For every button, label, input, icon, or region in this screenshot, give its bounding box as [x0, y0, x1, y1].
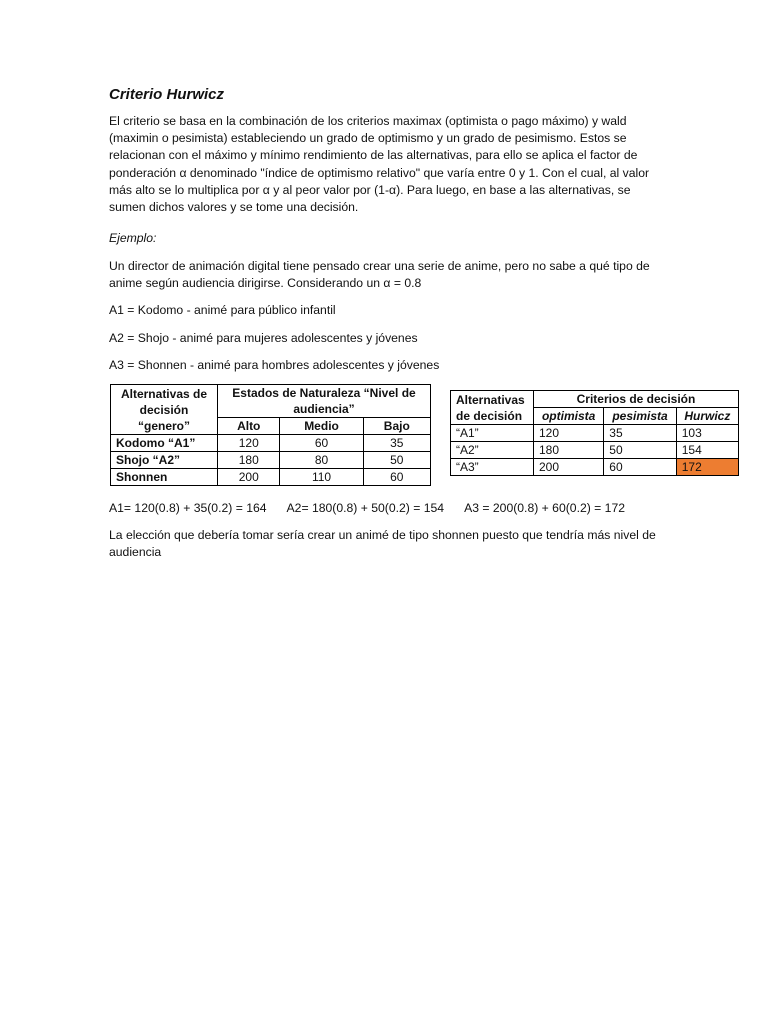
- table1-col-header: Bajo: [363, 418, 430, 435]
- table1-states-header: Estados de Naturaleza “Nivel de audiencia”: [218, 385, 431, 418]
- table2-col-header: Hurwicz: [676, 408, 738, 425]
- table-cell: 154: [676, 442, 738, 459]
- row-label: Shonnen: [111, 469, 218, 486]
- table-cell: 35: [604, 425, 676, 442]
- intro-paragraph: El criterio se basa en la combinación de los criterios maximax (optimista o pago máximo) y wald (maximin o pesimista) estableciendo un grado de optimismo y un grado de pesimismo. Estos se relacionan con el máximo y mínimo rendimiento de las alternativas, para ello se aplica el factor de ponderación α denominado "índice de optimismo relativo" que varía entre 0 y 1. Con el cual, al valor más alto se lo multiplica por α y al peor valor por (1-α). Para luego, en base a las alternativas, se sumen dichos valores y se tome una decisión.: [109, 114, 650, 215]
- alternative-a1: A1 = Kodomo - animé para público infantil: [109, 303, 336, 317]
- table-cell: 180: [218, 452, 280, 469]
- table-cell: 60: [604, 459, 676, 476]
- alternative-a3: A3 = Shonnen - animé para hombres adolescentes y jóvenes: [109, 358, 440, 372]
- row-label: Shojo “A2”: [111, 452, 218, 469]
- criteria-table: [450, 390, 739, 476]
- row-label: “A2”: [451, 442, 534, 459]
- conclusion-paragraph: La elección que debería tomar sería crear un animé de tipo shonnen puesto que tendría más nivel de audiencia: [109, 528, 656, 560]
- table-row: [451, 459, 739, 476]
- table1-alt-header: Alternativas de decisión “genero”: [111, 385, 218, 435]
- table-row: [111, 452, 431, 469]
- equation-a1: A1= 120(0.8) + 35(0.2) = 164: [109, 501, 267, 515]
- table2-col-header: optimista: [534, 408, 604, 425]
- table-cell: 35: [363, 435, 430, 452]
- table1-col-header: Alto: [218, 418, 280, 435]
- table-cell: 120: [218, 435, 280, 452]
- equation-a2: A2= 180(0.8) + 50(0.2) = 154: [286, 501, 445, 515]
- equation-a3: A3 = 200(0.8) + 60(0.2) = 172: [464, 501, 626, 515]
- table-cell: 120: [534, 425, 604, 442]
- table2-criteria-header: Criterios de decisión: [534, 391, 739, 408]
- table1-col-header: Medio: [280, 418, 363, 435]
- table-cell: 80: [280, 452, 363, 469]
- table-cell: 60: [280, 435, 363, 452]
- table-cell: 180: [534, 442, 604, 459]
- table-cell: 50: [363, 452, 430, 469]
- row-label: Kodomo “A1”: [111, 435, 218, 452]
- example-label: Ejemplo:: [109, 231, 157, 245]
- table-cell: 103: [676, 425, 738, 442]
- table-cell: 50: [604, 442, 676, 459]
- table-row: [451, 425, 739, 442]
- table-cell: 110: [280, 469, 363, 486]
- equations-line: [109, 500, 729, 517]
- row-label: “A1”: [451, 425, 534, 442]
- problem-statement: Un director de animación digital tiene pensado crear una serie de anime, pero no sabe a qué tipo de anime según audiencia dirigirse. Considerando un α = 0.8: [109, 259, 650, 291]
- row-label: “A3”: [451, 459, 534, 476]
- payoff-table: [110, 384, 431, 486]
- page-title: Criterio Hurwicz: [109, 86, 225, 103]
- table2-alt-header: Alternativas de decisión: [451, 391, 534, 425]
- alternative-a2: A2 = Shojo - animé para mujeres adolescentes y jóvenes: [109, 331, 418, 345]
- table-row: [111, 469, 431, 486]
- highlighted-best-cell: 172: [676, 459, 738, 476]
- table-row: [451, 442, 739, 459]
- table-cell: 200: [534, 459, 604, 476]
- table-cell: 60: [363, 469, 430, 486]
- table2-col-header: pesimista: [604, 408, 676, 425]
- table-row: [111, 435, 431, 452]
- table-cell: 200: [218, 469, 280, 486]
